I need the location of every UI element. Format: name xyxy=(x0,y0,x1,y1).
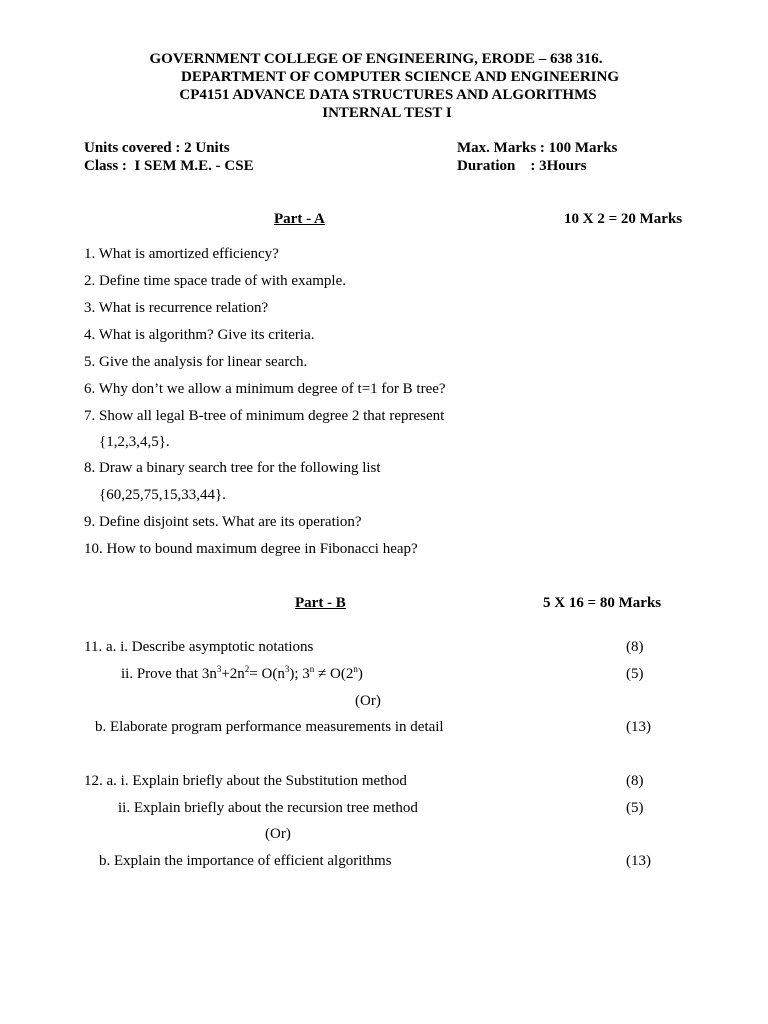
units-covered: Units covered : 2 Units xyxy=(84,140,230,156)
marks-12-a-i: (8) xyxy=(626,773,644,789)
question: 8. Draw a binary search tree for the following list xyxy=(84,460,381,476)
part-b-title: Part - B xyxy=(295,595,346,611)
question-11-b: b. Elaborate program performance measurements in detail xyxy=(95,719,444,735)
marks-12-b: (13) xyxy=(626,853,651,869)
marks-11-a-i: (8) xyxy=(626,639,644,655)
marks-11-a-ii: (5) xyxy=(626,666,644,682)
question-continuation: {1,2,3,4,5}. xyxy=(99,434,170,450)
question-11-a-ii: ii. Prove that $3n^3+2n^2= O(n^3)$; $3^n \ne O(2^n)$ xyxy=(121,664,363,682)
question: 3. What is recurrence relation? xyxy=(84,300,269,316)
marks-11-b: (13) xyxy=(626,719,651,735)
test-title: INTERNAL TEST I xyxy=(322,105,452,121)
part-b-marks: 5 X 16 = 80 Marks xyxy=(543,595,662,611)
question-12-b: b. Explain the importance of efficient algorithms xyxy=(99,853,392,869)
marks-12-a-ii: (5) xyxy=(626,800,644,816)
or-separator: (Or) xyxy=(265,826,291,842)
or-separator: (Or) xyxy=(355,693,381,709)
question: 1. What is amortized efficiency? xyxy=(84,246,279,262)
question: 7. Show all legal B-tree of minimum degree 2 that represent xyxy=(84,408,445,424)
department-name: DEPARTMENT OF COMPUTER SCIENCE AND ENGINEERING xyxy=(181,69,619,85)
college-name: GOVERNMENT COLLEGE OF ENGINEERING, ERODE – 638 316. xyxy=(149,51,603,67)
question: 10. How to bound maximum degree in Fibonacci heap? xyxy=(84,541,418,557)
class-info: Class : I SEM M.E. - CSE xyxy=(84,158,254,174)
max-marks: Max. Marks : 100 Marks xyxy=(457,140,618,156)
part-a-title: Part - A xyxy=(274,211,325,227)
question: 2. Define time space trade of with example. xyxy=(84,273,346,289)
question-12-a-i: 12. a. i. Explain briefly about the Substitution method xyxy=(84,773,407,789)
question-11-a-i: 11. a. i. Describe asymptotic notations xyxy=(84,639,314,655)
duration: Duration : 3Hours xyxy=(457,158,587,174)
course-title: CP4151 ADVANCE DATA STRUCTURES AND ALGORITHMS xyxy=(179,87,597,103)
question: 4. What is algorithm? Give its criteria. xyxy=(84,327,315,343)
question-12-a-ii: ii. Explain briefly about the recursion tree method xyxy=(118,800,418,816)
question: 9. Define disjoint sets. What are its operation? xyxy=(84,514,362,530)
question-continuation: {60,25,75,15,33,44}. xyxy=(99,487,226,503)
question: 6. Why don’t we allow a minimum degree of t=1 for B tree? xyxy=(84,381,446,397)
part-a-marks: 10 X 2 = 20 Marks xyxy=(564,211,683,227)
question: 5. Give the analysis for linear search. xyxy=(84,354,308,370)
